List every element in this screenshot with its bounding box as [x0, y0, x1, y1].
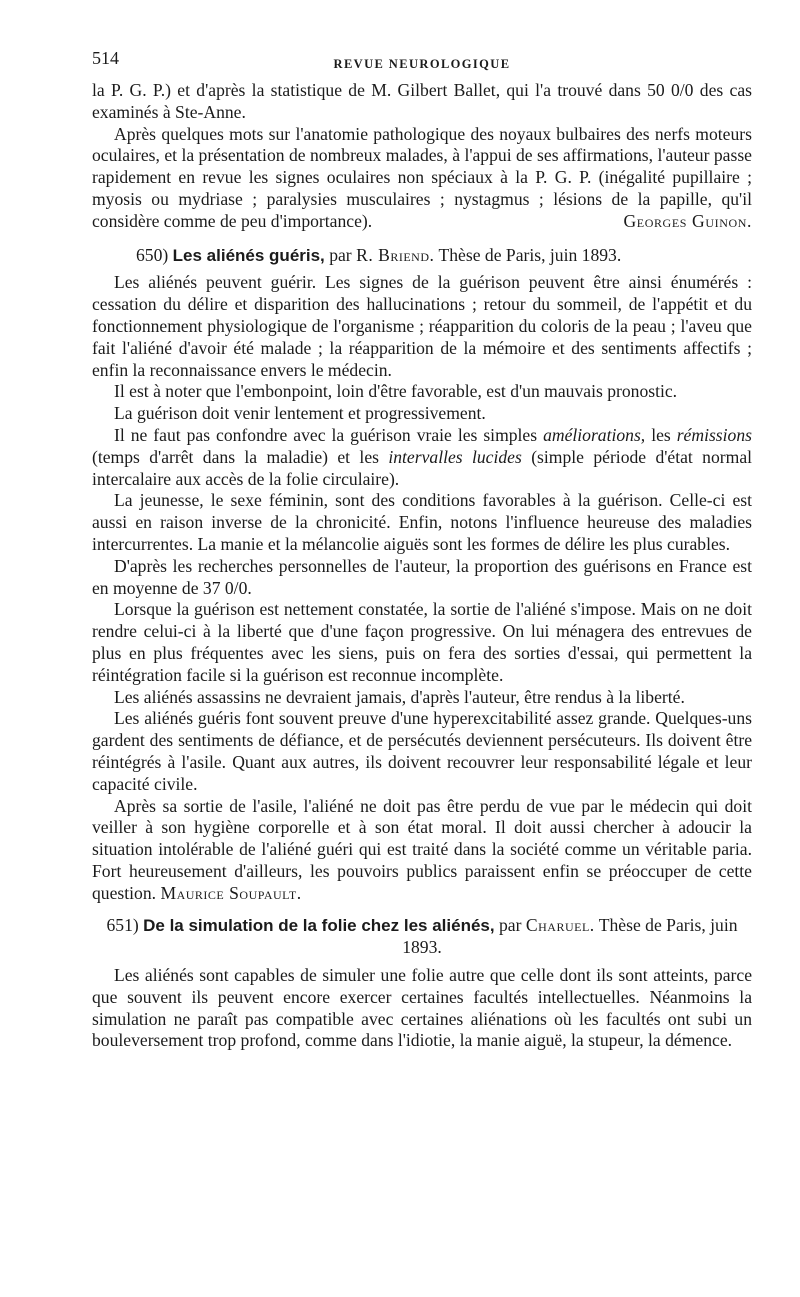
entry-651-title: De la simulation de la folie chez les aliénés, [143, 916, 495, 936]
entry-651-by: par [499, 915, 522, 936]
entry-651-author: Charuel. [525, 915, 595, 936]
running-head [92, 46, 752, 76]
entry-650-by: par [329, 244, 352, 265]
prev-paragraph-1: la P. G. P.) et d'après la statistique de M. Gilbert Ballet, qui l'a trouvé dans 50 0/0 des cas examinés à Ste-Anne. [92, 80, 752, 122]
entry-650-author: R. Briend. [356, 244, 435, 265]
page-number: 514 [92, 48, 119, 68]
entry-650-paragraph-3: La guérison doit venir lentement et progressivement. [114, 403, 486, 424]
entry-650-paragraph-1: Les aliénés peuvent guérir. Les signes de la guérison peuvent être ainsi énumérés : cessation du délire et disparition des hallucinations ; retour du sommeil, de l'appétit et du fonctionnement physiologique de l'organisme ; réapparition du coloris de la peau ; l'aveu que fait l'aliéné d'avoir été malade ; la réapparition de la mémoire et des sentiments affectifs ; enfin la reconnaissance envers le médecin. [92, 272, 752, 380]
prev-signature: Georges Guinon. [623, 210, 752, 231]
entry-650-p4-italic-2: rémissions [676, 424, 752, 445]
entry-650-source: Thèse de Paris, juin 1893. [438, 244, 622, 265]
journal-title: REVUE NEUROLOGIQUE [333, 57, 511, 71]
entry-650-p4-italic-3: intervalles lucides [388, 446, 522, 467]
entry-651-number: 651) [106, 915, 139, 936]
prev-paragraph-2-text: Après quelques mots sur l'anatomie pathologique des noyaux bulbaires des nerfs moteurs oculaires, et la présentation de nombreux malades, à l'appui de ses affirmations, l'auteur passe rapidement en revue les signes oculaires non spéciaux à la P. G. P. (inégalité pupillaire ; myosis ou mydriase ; paralysies musculaires ; nystagmus ; lésions de la papille, qu'il considère comme de peu d'importance). [92, 123, 752, 231]
entry-650-title: Les aliénés guéris, [172, 245, 325, 265]
entry-650-paragraph-4 [92, 425, 752, 490]
entry-650-paragraph-2: Il est à noter que l'embonpoint, loin d'être favorable, est d'un mauvais pronostic. [114, 381, 678, 402]
entry-650-paragraph-7: Lorsque la guérison est nettement constatée, la sortie de l'aliéné s'impose. Mais on ne doit rendre celui-ci à la liberté que d'une façon progressive. On lui ménagera des entrevues de plus en plus fréquentes avec les siens, puis on fera des sorties d'essai, qui permettent la réintégration facile si la guérison est reconnue incomplète. [92, 599, 752, 685]
entry-650-paragraph-5: La jeunesse, le sexe féminin, sont des conditions favorables à la guérison. Celle-ci est aussi en raison inverse de la chronicité. Enfin, notons l'influence heureuse des maladies intercurrentes. La manie et la mélancolie aiguës sont les formes de délire les plus curables. [92, 490, 752, 554]
document-page [92, 46, 752, 1052]
entry-650-signature: Maurice Soupault. [160, 882, 302, 903]
entry-650-paragraph-10 [92, 796, 752, 905]
entry-650-heading [92, 245, 752, 267]
entry-650-paragraph-9: Les aliénés guéris font souvent preuve d'une hyperexcitabilité assez grande. Quelques-uns gardent des sentiments de défiance, et de persécutés deviennent persécuteurs. Ils doivent être réintégrés à l'asile. Quant aux autres, ils doivent recouvrer leur responsabilité légale et leur capacité civile. [92, 708, 752, 794]
entry-651-heading [92, 915, 752, 959]
entry-650-p4-text-b: les [651, 424, 671, 445]
entry-650-paragraph-6: D'après les recherches personnelles de l'auteur, la proportion des guérisons en France est en moyenne de 37 0/0. [92, 555, 752, 598]
prev-paragraph-2 [92, 124, 752, 233]
entry-650-p4-text-d: (simple période d'état normal intercalaire aux accès de la folie circulaire). [92, 446, 753, 489]
entry-650-p4-text-a: Il ne faut pas confondre avec la guérison vraie les simples [114, 424, 538, 445]
entry-651-paragraph-1: Les aliénés sont capables de simuler une folie autre que celle dont ils sont atteints, parce que souvent ils peuvent encore exercer certaines facultés intellectuelles. Néanmoins la simulation ne paraît pas compatible avec certaines aliénations où les facultés ont subi un bouleversement trop profond, comme dans l'idiotie, la manie aiguë, la stupeur, la démence. [92, 965, 752, 1051]
entry-650-paragraph-8: Les aliénés assassins ne devraient jamais, d'après l'auteur, être rendus à la liberté. [114, 686, 685, 707]
entry-650-p10-text: Après sa sortie de l'asile, l'aliéné ne doit pas être perdu de vue par le médecin qui doit veiller à son hygiène corporelle et à son état moral. Il doit aussi chercher à adoucir la situation intolérable de l'aliéné guéri qui est traité dans la société comme un véritable paria. Fort heureusement d'ailleurs, les pouvoirs publics paraissent enfin se préoccuper de cette question. [92, 795, 752, 903]
entry-650-p4-text-c: (temps d'arrêt dans la maladie) et les [92, 446, 379, 467]
entry-650-number: 650) [136, 244, 169, 265]
entry-650-p4-italic-1: améliorations, [543, 424, 646, 445]
entry-651-source: Thèse de Paris, juin 1893. [402, 915, 738, 958]
